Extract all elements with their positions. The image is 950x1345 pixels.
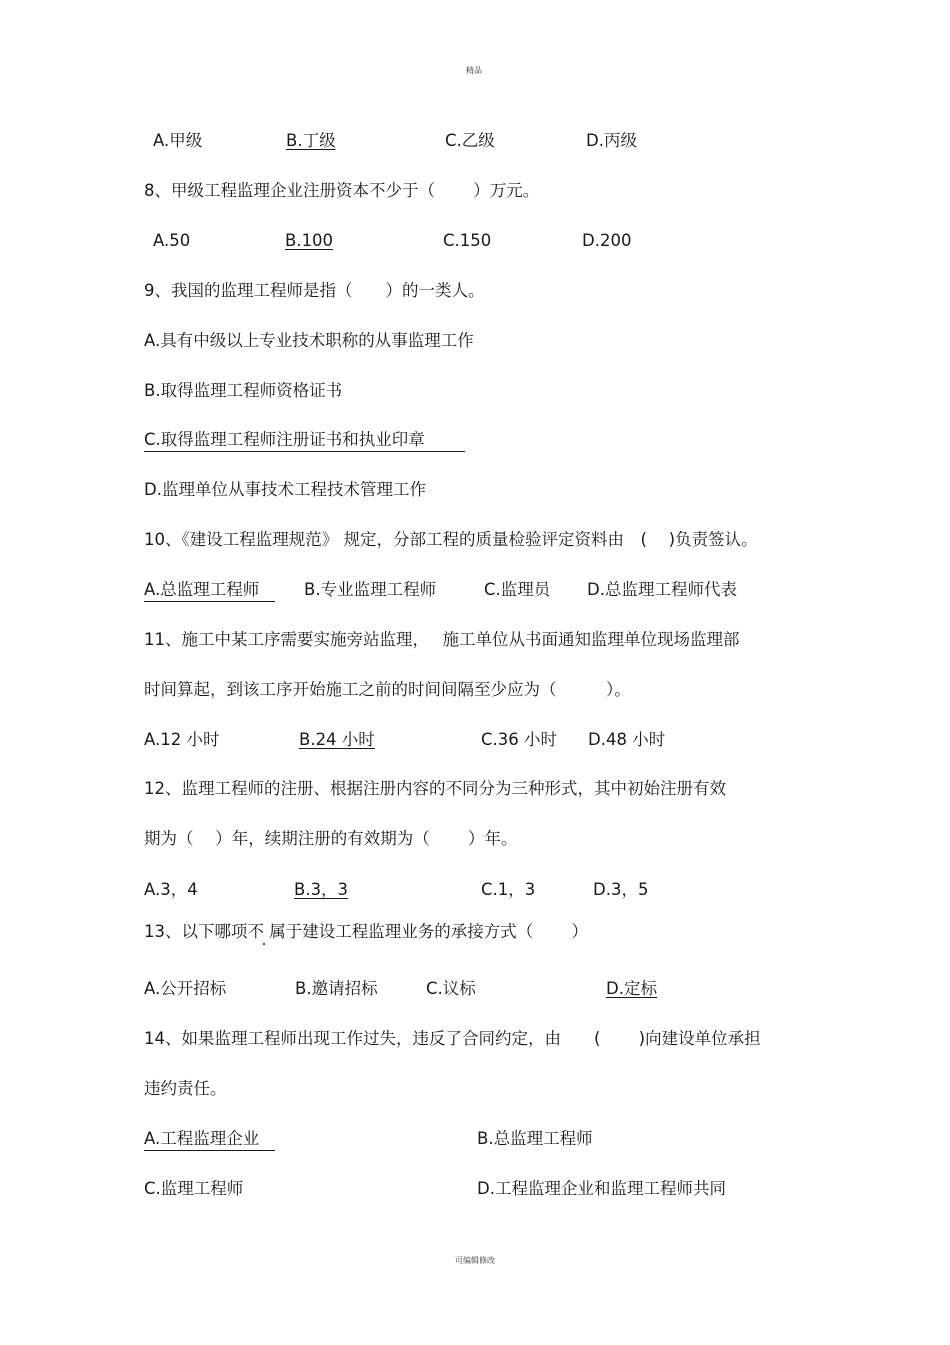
q12-option-a: A.3，4 xyxy=(144,880,198,899)
q8-option-c: C.150 xyxy=(443,231,492,250)
q11-stem-line2: 时间算起，到该工序开始施工之前的时间间隔至少应为（ ）。 xyxy=(144,680,631,699)
q10-option-a-answer: A.总监理工程师 xyxy=(144,580,260,599)
q13-stem: 13、以下哪项不 属于建设工程监理业务的承接方式（ ） xyxy=(144,922,588,941)
q9-option-c-answer: C.取得监理工程师注册证书和执业印章 xyxy=(144,430,425,449)
q7-option-d: D.丙级 xyxy=(586,131,637,150)
q14-option-a-answer: A.工程监理企业 xyxy=(144,1129,260,1148)
q10-answer-underline xyxy=(144,601,275,602)
q11-option-b-answer: B.24 小时 xyxy=(299,730,375,749)
emphasis-dot xyxy=(263,943,265,945)
q10-option-b: B.专业监理工程师 xyxy=(304,580,437,599)
q10-option-d: D.总监理工程师代表 xyxy=(587,580,737,599)
q9-stem: 9、我国的监理工程师是指（ ）的一类人。 xyxy=(144,281,485,300)
q13-option-c: C.议标 xyxy=(426,979,476,998)
q14-answer-underline xyxy=(144,1150,275,1151)
q11-option-a: A.12 小时 xyxy=(144,730,220,749)
q12-option-b-answer: B.3，3 xyxy=(294,880,349,899)
q8-option-d: D.200 xyxy=(582,231,632,250)
page-header: 精品 xyxy=(466,66,482,75)
q13-option-a: A.公开招标 xyxy=(144,979,227,998)
q8-stem: 8、甲级工程监理企业注册资本不少于（ ）万元。 xyxy=(144,181,540,200)
q8-option-a: A.50 xyxy=(153,231,191,250)
q13-option-d-answer: D.定标 xyxy=(606,979,657,998)
q12-option-d: D.3，5 xyxy=(593,880,649,899)
q9-option-a: A.具有中级以上专业技术职称的从事监理工作 xyxy=(144,331,474,350)
q12-option-c: C.1，3 xyxy=(481,880,536,899)
q8-option-b-answer: B.100 xyxy=(285,231,334,250)
q12-stem-line1: 12、监理工程师的注册、根据注册内容的不同分为三种形式，其中初始注册有效 xyxy=(144,779,726,798)
q14-option-d: D.工程监理企业和监理工程师共同 xyxy=(477,1179,726,1198)
q9-answer-underline xyxy=(144,451,465,452)
q7-option-b-answer: B.丁级 xyxy=(286,131,336,150)
q14-option-b: B.总监理工程师 xyxy=(477,1129,593,1148)
q11-stem-line1: 11、施工中某工序需要实施旁站监理， 施工单位从书面通知监理单位现场监理部 xyxy=(144,630,740,649)
q10-stem: 10、《建设工程监理规范》 规定，分部工程的质量检验评定资料由 ( )负责签认。 xyxy=(144,530,758,549)
q10-option-c: C.监理员 xyxy=(484,580,551,599)
q9-option-d: D.监理单位从事技术工程技术管理工作 xyxy=(144,480,426,499)
page-footer: 可编辑修改 xyxy=(455,1256,495,1265)
q7-option-c: C.乙级 xyxy=(445,131,495,150)
q12-stem-line2: 期为（ ）年，续期注册的有效期为（ ）年。 xyxy=(144,829,518,848)
q14-stem-line2: 违约责任。 xyxy=(144,1079,227,1098)
q14-stem-line1: 14、如果监理工程师出现工作过失，违反了合同约定，由 ( )向建设单位承担 xyxy=(144,1029,761,1048)
q11-option-c: C.36 小时 xyxy=(481,730,558,749)
q14-option-c: C.监理工程师 xyxy=(144,1179,244,1198)
q7-option-a: A.甲级 xyxy=(153,131,203,150)
q13-option-b: B.邀请招标 xyxy=(295,979,378,998)
q9-option-b: B.取得监理工程师资格证书 xyxy=(144,381,343,400)
q11-option-d: D.48 小时 xyxy=(588,730,666,749)
